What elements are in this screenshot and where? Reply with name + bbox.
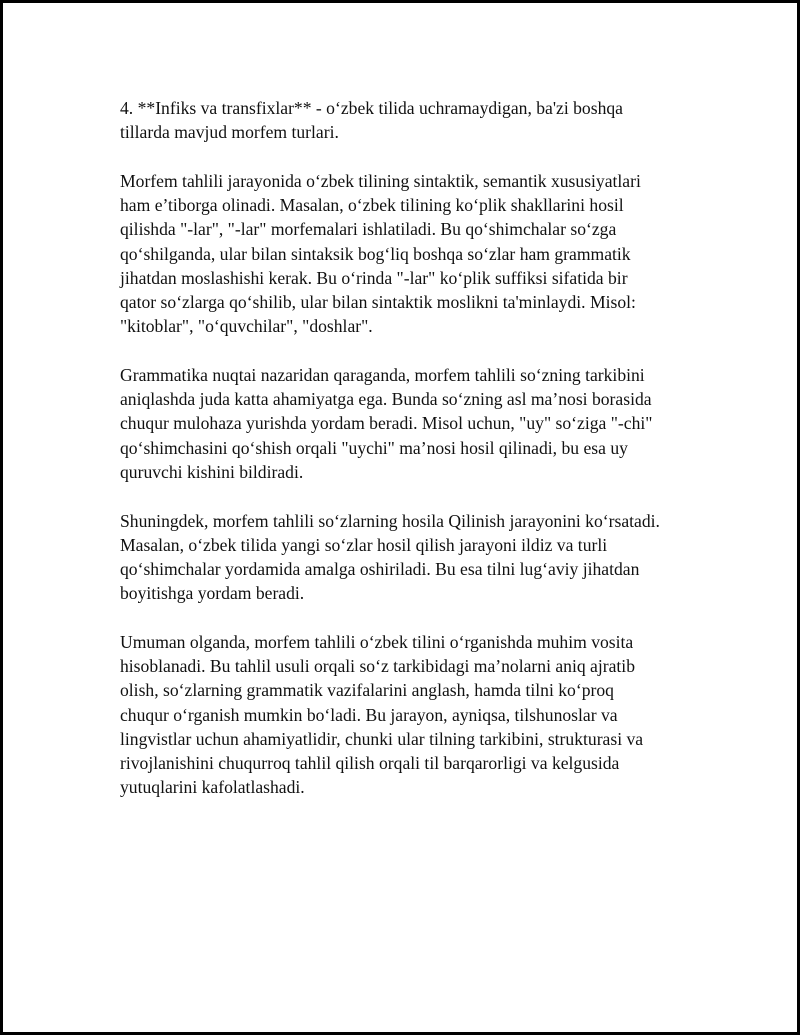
document-body — [120, 96, 710, 799]
paragraph-sintaktik-semantik: Morfem tahlili jarayonida o‘zbek tilining sintaktik, semantik xususiyatlari ham e’tiborga olinadi. Masalan, o‘zbek tilining ko‘plik shakllarini hosil qilishda "-lar", "-lar" morfemalari ishlatiladi. Bu qo‘shimchalar so‘zga qo‘shilganda, ular bilan sintaksik bog‘liq boshqa so‘zlar ham grammatik jihatdan moslashishi kerak. Bu o‘rinda "-lar" ko‘plik suffiksi sifatida bir qator so‘zlarga qo‘shilib, ular bilan sintaktik moslikni ta'minlaydi. Misol: "kitoblar", "o‘quvchilar", "doshlar". — [120, 171, 641, 337]
paragraph-infiks-transfixlar: 4. **Infiks va transfixlar** - o‘zbek tilida uchramaydigan, ba'zi boshqa tillarda mavjud morfem turlari. — [120, 98, 623, 143]
paragraph-hosila: Shuningdek, morfem tahlili so‘zlarning hosila Qilinish jarayonini ko‘rsatadi. Masalan, o‘zbek tilida yangi so‘zlar hosil qilish jarayoni ildiz va turli qo‘shimchalar yordamida amalga oshiriladi. Bu esa tilni lug‘aviy jihatdan boyitishga yordam beradi. — [120, 510, 660, 604]
paragraph-umuman-olganda: Umuman olganda, morfem tahlili o‘zbek tilini o‘rganishda muhim vosita hisoblanadi. Bu tahlil usuli orqali so‘z tarkibidagi ma’nolarni aniq ajratib olish, so‘zlarning grammatik vazifalarini anglash, hamda tilni ko‘proq chuqur o‘rganish mumkin bo‘ladi. Bu jarayon, ayniqsa, tilshunoslar va lingvistlar uchun ahamiyatlidir, chunki ular tilning tarkibini, strukturasi va rivojlanishini chuqurroq tahlil qilish orqali til barqarorligi va kelgusida yutuqlarini kafolatlashadi. — [120, 632, 644, 798]
paragraph-grammatika: Grammatika nuqtai nazaridan qaraganda, morfem tahlili so‘zning tarkibini aniqlashda juda katta ahamiyatga ega. Bunda so‘zning asl ma’nosi borasida chuqur mulohaza yurishda yordam beradi. Misol uchun, "uy" so‘ziga "-chi" qo‘shimchasini qo‘shish orqali "uychi" ma’nosi hosil qilinadi, bu esa uy quruvchi kishini bildiradi. — [120, 365, 653, 482]
